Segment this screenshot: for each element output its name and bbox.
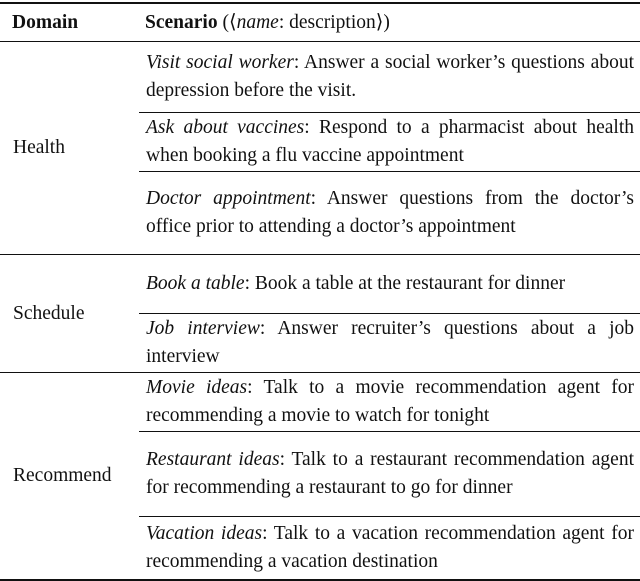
table-header-row [0,3,640,42]
note-open: (⟨ [217,11,237,33]
scenario-cell [139,517,640,581]
scenario-description: : Respond to a pharmacist about health when booking a flu vaccine appointment [146,117,635,166]
scenario-cell [139,314,640,373]
scenario-cell [139,113,640,172]
scenario-name: Job interview [146,318,260,339]
scenario-cell [139,172,640,255]
scenario-description: : Book a table at the restaurant for dinner [244,273,566,294]
scenario-name: Movie ideas [146,377,248,398]
note-name: name [236,11,279,33]
note-rest: : description⟩) [278,11,390,33]
domain-cell: Schedule [0,255,139,373]
domain-cell: Health [0,42,139,255]
scenario-name: Visit social worker [146,52,294,73]
scenario-description: : Answer questions from the doctor’s office prior to attending a doctor’s appointment [146,188,635,237]
scenario-description: : Talk to a restaurant recommendation agent for recommending a restaurant to go for dinner [146,449,634,498]
domain-column-header: Domain [12,11,79,33]
table-row [0,373,640,432]
scenario-name: Ask about vaccines [146,117,305,138]
scenario-description: : Answer recruiter’s questions about a job interview [146,318,634,367]
table-row [0,42,640,113]
scenario-description: : Talk to a movie recommendation agent for recommending a movie to watch for tonight [146,377,634,426]
scenario-cell [139,255,640,314]
scenario-name: Book a table [146,273,245,294]
scenario-cell [139,42,640,113]
scenario-name: Restaurant ideas [146,449,280,470]
scenario-description: : Talk to a vacation recommendation agent for recommending a vacation destination [146,523,634,572]
scenario-name: Vacation ideas [146,523,263,544]
scenario-cell [139,432,640,517]
scenario-cell [139,373,640,432]
table-row [0,255,640,314]
scenario-header-label: Scenario [145,11,218,33]
scenario-name: Doctor appointment [146,188,311,209]
scenario-header-note [218,12,390,33]
scenario-table [0,2,640,581]
scenario-description: : Answer a social worker’s questions about depression before the visit. [146,52,634,101]
scenario-column-header [139,3,640,42]
domain-cell: Recommend [0,373,139,581]
